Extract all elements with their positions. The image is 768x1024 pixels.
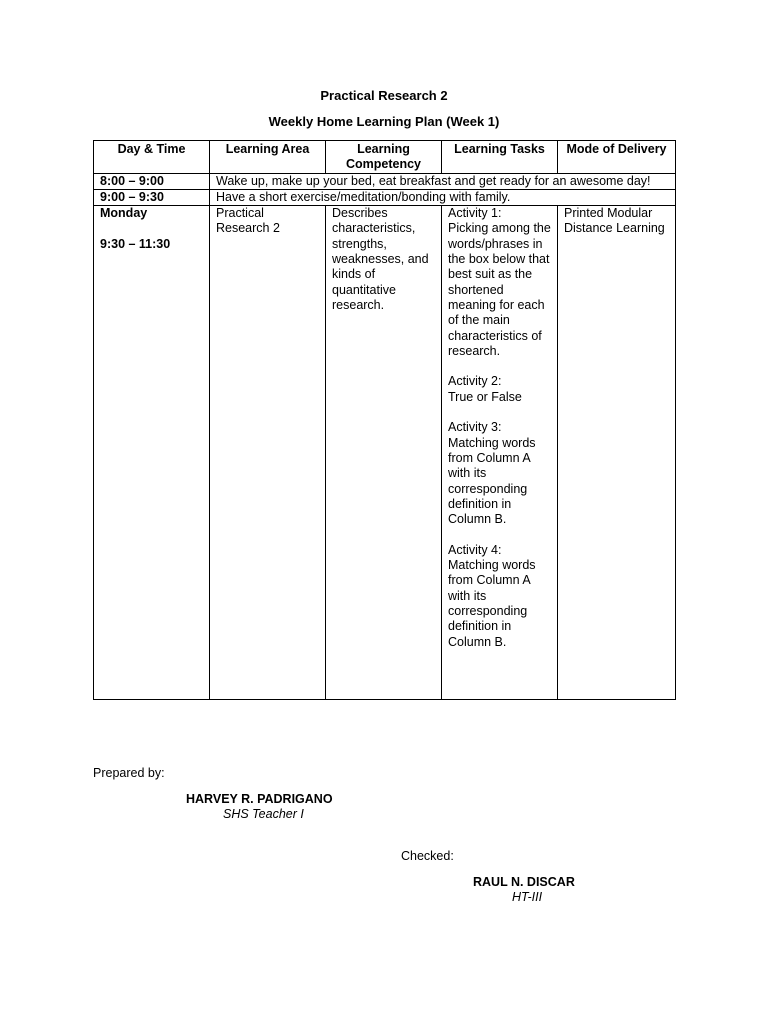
row-time: 9:00 – 9:30 (94, 189, 210, 205)
header-learning-area: Learning Area (210, 141, 326, 174)
preparer-role: SHS Teacher I (223, 807, 304, 821)
prepared-by-label: Prepared by: (93, 766, 165, 780)
checked-by-label: Checked: (401, 849, 454, 863)
learning-competency-cell: Describes characteristics, strengths, weaknesses, and kinds of quantitative research. (326, 206, 442, 700)
checker-name: RAUL N. DISCAR (473, 875, 575, 889)
day-label: Monday (100, 206, 148, 221)
document-subtitle: Weekly Home Learning Plan (Week 1) (268, 114, 500, 129)
header-learning-competency: Learning Competency (326, 141, 442, 174)
table-row (94, 206, 676, 700)
row-activity: Have a short exercise/meditation/bonding with family. (210, 189, 676, 205)
document-title: Practical Research 2 (320, 88, 448, 103)
learning-tasks-cell: Activity 1: Picking among the words/phrases in the box below that best suit as the shortened meaning for each of the main characteristics of research. Activity 2: True or False Activity 3: Matching words from Column A with its corresponding definition in Column B. Activity 4: Matching words from Column A with its corresponding definition in Column B. (442, 206, 558, 700)
table-row (94, 173, 676, 189)
learning-area-cell: Practical Research 2 (210, 206, 326, 700)
time-label: 9:30 – 11:30 (100, 237, 171, 252)
checker-role: HT-III (512, 890, 543, 904)
learning-plan-table (93, 140, 676, 700)
header-mode-of-delivery: Mode of Delivery (558, 141, 676, 174)
row-time: 8:00 – 9:00 (94, 173, 210, 189)
monday-day-time-cell (94, 206, 210, 700)
preparer-name: HARVEY R. PADRIGANO (186, 792, 333, 806)
table-header-row (94, 141, 676, 174)
table-row (94, 189, 676, 205)
mode-of-delivery-cell: Printed Modular Distance Learning (558, 206, 676, 700)
header-learning-tasks: Learning Tasks (442, 141, 558, 174)
row-activity: Wake up, make up your bed, eat breakfast and get ready for an awesome day! (210, 173, 676, 189)
header-day-time: Day & Time (94, 141, 210, 174)
